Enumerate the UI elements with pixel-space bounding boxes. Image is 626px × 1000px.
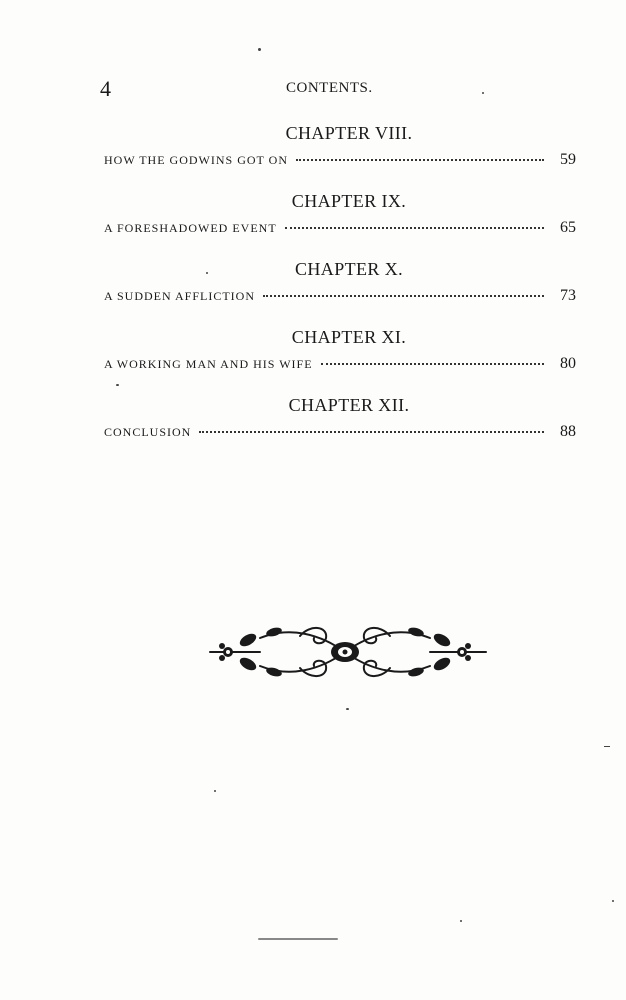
toc-chapter — [104, 258, 576, 326]
page-number: 4 — [100, 76, 111, 101]
entry-page-number: 65 — [560, 219, 576, 236]
chapter-heading: CHAPTER VIII. — [285, 123, 413, 143]
entry-page-number: 73 — [560, 287, 576, 304]
paper-speck — [460, 920, 462, 922]
dot-leader — [321, 363, 544, 365]
paper-speck — [116, 384, 119, 386]
chapter-heading: CHAPTER XI. — [291, 327, 407, 347]
toc-entry — [104, 356, 576, 372]
toc-entry — [104, 424, 576, 440]
dot-leader — [296, 159, 544, 161]
paper-speck — [214, 790, 216, 792]
dot-leader — [263, 295, 544, 297]
chapter-heading: CHAPTER X. — [294, 259, 403, 279]
toc-entry — [104, 152, 576, 168]
toc-chapter — [104, 122, 576, 190]
page-header — [100, 76, 580, 104]
toc-entry — [104, 288, 576, 304]
entry-title: A SUDDEN AFFLICTION — [104, 289, 256, 303]
paper-speck — [206, 272, 208, 274]
chapter-heading: CHAPTER IX. — [291, 191, 407, 211]
chapter-heading: CHAPTER XII. — [288, 395, 410, 415]
running-title: CONTENTS. — [286, 80, 373, 96]
entry-page-number: 59 — [560, 151, 576, 168]
toc-entry — [104, 220, 576, 236]
dot-leader — [199, 431, 544, 433]
table-of-contents — [104, 122, 576, 462]
paper-speck — [604, 746, 610, 747]
paper-speck — [612, 900, 614, 902]
entry-page-number: 88 — [560, 423, 576, 440]
dot-leader — [285, 227, 544, 229]
toc-chapter — [104, 190, 576, 258]
paper-speck — [258, 48, 261, 51]
toc-chapter — [104, 394, 576, 462]
entry-title: A WORKING MAN AND HIS WIFE — [104, 357, 313, 371]
paper-smudge — [258, 938, 338, 940]
floral-scroll-ornament-icon — [200, 616, 490, 688]
entry-title: HOW THE GODWINS GOT ON — [104, 153, 288, 167]
entry-page-number: 80 — [560, 355, 576, 372]
entry-title: A FORESHADOWED EVENT — [104, 221, 277, 235]
toc-chapter — [104, 326, 576, 394]
paper-speck — [482, 92, 484, 94]
paper-speck — [346, 708, 349, 710]
entry-title: CONCLUSION — [104, 425, 192, 439]
